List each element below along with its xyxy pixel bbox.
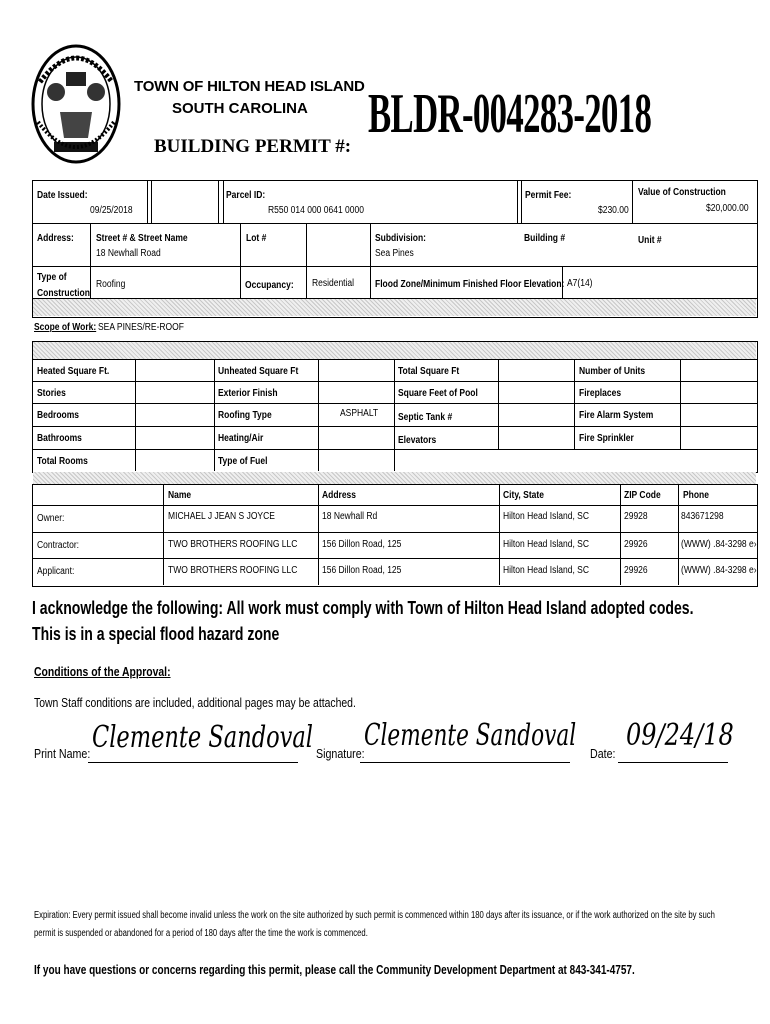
detail-bathrooms: Bathrooms bbox=[37, 433, 82, 444]
scope-value: SEA PINES/RE-ROOF bbox=[98, 322, 184, 333]
subdivision-value: Sea Pines bbox=[375, 248, 414, 259]
details-grid bbox=[32, 341, 758, 473]
col-header-zip: ZIP Code bbox=[624, 490, 661, 501]
town-name: TOWN OF HILTON HEAD ISLAND bbox=[134, 78, 365, 95]
owner-city: Hilton Head Island, SC bbox=[503, 511, 589, 522]
date-issued-label: Date Issued: bbox=[37, 190, 88, 201]
detail-unheated-sqft: Unheated Square Ft bbox=[218, 366, 299, 377]
print-name-label: Print Name: bbox=[34, 746, 91, 761]
street-label: Street # & Street Name bbox=[96, 233, 188, 244]
contact-line: If you have questions or concerns regarding this permit, please call the Community Development Department at 843-341-4757. bbox=[34, 962, 635, 977]
contractor-phone: (WWW) .84-3298 e› bbox=[681, 539, 757, 550]
detail-fuel-type: Type of Fuel bbox=[218, 456, 268, 467]
detail-total-sqft: Total Square Ft bbox=[398, 366, 460, 377]
permit-fee-value: $230.00 bbox=[598, 205, 629, 216]
conditions-text: Town Staff conditions are included, additional pages may be attached. bbox=[34, 695, 356, 710]
flood-zone-value: A7(14) bbox=[567, 278, 593, 289]
type-value: Roofing bbox=[96, 279, 126, 290]
detail-fireplaces: Fireplaces bbox=[579, 388, 622, 399]
conditions-heading: Conditions of the Approval: bbox=[34, 664, 171, 679]
detail-septic-tank: Septic Tank # bbox=[398, 412, 453, 423]
expiration-line-1: Expiration: Every permit issued shall become invalid unless the work on the site authorized by such permit is commenced within 180 days after its issuance, or if the work authorized on the site by such bbox=[34, 910, 715, 921]
date-label: Date: bbox=[590, 746, 616, 761]
detail-bedrooms: Bedrooms bbox=[37, 410, 80, 421]
owner-phone: 843671298 bbox=[681, 511, 724, 522]
applicant-zip: 29926 bbox=[624, 565, 648, 576]
permit-number: BLDR-004283-2018 bbox=[368, 83, 652, 145]
detail-exterior-finish: Exterior Finish bbox=[218, 388, 278, 399]
detail-fire-sprinkler: Fire Sprinkler bbox=[579, 433, 634, 444]
detail-stories: Stories bbox=[37, 388, 66, 399]
contractor-zip: 29926 bbox=[624, 539, 648, 550]
occupancy-value: Residential bbox=[312, 278, 355, 289]
occupancy-label: Occupancy: bbox=[245, 280, 294, 291]
state-name: SOUTH CAROLINA bbox=[172, 100, 308, 117]
signature-handwritten: Clemente Sandoval bbox=[364, 718, 577, 753]
expiration-line-2: permit is suspended or abandoned for a period of 180 days after the time the work is commenced. bbox=[34, 928, 368, 939]
acknowledgement-line-2: This is in a special flood hazard zone bbox=[32, 624, 280, 644]
type-label-2: Construction bbox=[37, 288, 90, 299]
detail-fire-alarm: Fire Alarm System bbox=[579, 410, 654, 421]
detail-total-rooms: Total Rooms bbox=[37, 456, 88, 467]
construction-value-label: Value of Construction bbox=[638, 187, 726, 198]
contractor-city: Hilton Head Island, SC bbox=[503, 539, 589, 550]
lot-label: Lot # bbox=[246, 233, 267, 244]
roofing-type-value: ASPHALT bbox=[340, 408, 379, 419]
detail-heating-air: Heating/Air bbox=[218, 433, 264, 444]
address-label: Address: bbox=[37, 233, 74, 244]
town-seal bbox=[30, 42, 122, 170]
owner-name: MICHAEL J JEAN S JOYCE bbox=[168, 511, 275, 522]
applicant-city: Hilton Head Island, SC bbox=[503, 565, 589, 576]
col-header-name: Name bbox=[168, 490, 192, 501]
construction-value: $20,000.00 bbox=[706, 203, 749, 214]
applicant-name: TWO BROTHERS ROOFING LLC bbox=[168, 565, 298, 576]
detail-heated-sqft: Heated Square Ft. bbox=[37, 366, 110, 377]
flood-zone-label: Flood Zone/Minimum Finished Floor Elevation: bbox=[375, 279, 565, 290]
col-header-phone: Phone bbox=[683, 490, 709, 501]
detail-roofing-type: Roofing Type bbox=[218, 410, 272, 421]
parcel-id-label: Parcel ID: bbox=[226, 190, 266, 201]
applicant-address: 156 Dillon Road, 125 bbox=[322, 565, 402, 576]
col-header-address: Address bbox=[322, 490, 357, 501]
detail-elevators: Elevators bbox=[398, 435, 437, 446]
subdivision-label: Subdivision: bbox=[375, 233, 426, 244]
print-name-handwritten: Clemente Sandoval bbox=[92, 720, 313, 755]
applicant-phone: (WWW) .84-3298 e› bbox=[681, 565, 757, 576]
acknowledgement-line-1: I acknowledge the following: All work must comply with Town of Hilton Head Island adopted codes. bbox=[32, 598, 694, 618]
building-label: Building # bbox=[524, 233, 566, 244]
col-header-city: City, State bbox=[503, 490, 544, 501]
detail-units: Number of Units bbox=[579, 366, 646, 377]
type-label-1: Type of bbox=[37, 272, 67, 283]
contractor-role: Contractor: bbox=[37, 540, 80, 551]
permit-fee-label: Permit Fee: bbox=[525, 190, 572, 201]
scope-label: Scope of Work: bbox=[34, 322, 97, 333]
unit-label: Unit # bbox=[638, 235, 662, 246]
date-handwritten: 09/24/18 bbox=[626, 718, 734, 753]
owner-zip: 29928 bbox=[624, 511, 648, 522]
detail-pool-sqft: Square Feet of Pool bbox=[398, 388, 478, 399]
applicant-role: Applicant: bbox=[37, 566, 75, 577]
street-value: 18 Newhall Road bbox=[96, 248, 161, 259]
date-issued-value: 09/25/2018 bbox=[90, 205, 133, 216]
parcel-id-value: R550 014 000 0641 0000 bbox=[268, 205, 364, 216]
contractor-name: TWO BROTHERS ROOFING LLC bbox=[168, 539, 298, 550]
signature-label: Signature: bbox=[316, 746, 365, 761]
building-permit-label: BUILDING PERMIT #: bbox=[154, 136, 352, 157]
contractor-address: 156 Dillon Road, 125 bbox=[322, 539, 402, 550]
owner-address: 18 Newhall Rd bbox=[322, 511, 378, 522]
owner-role: Owner: bbox=[37, 513, 65, 524]
